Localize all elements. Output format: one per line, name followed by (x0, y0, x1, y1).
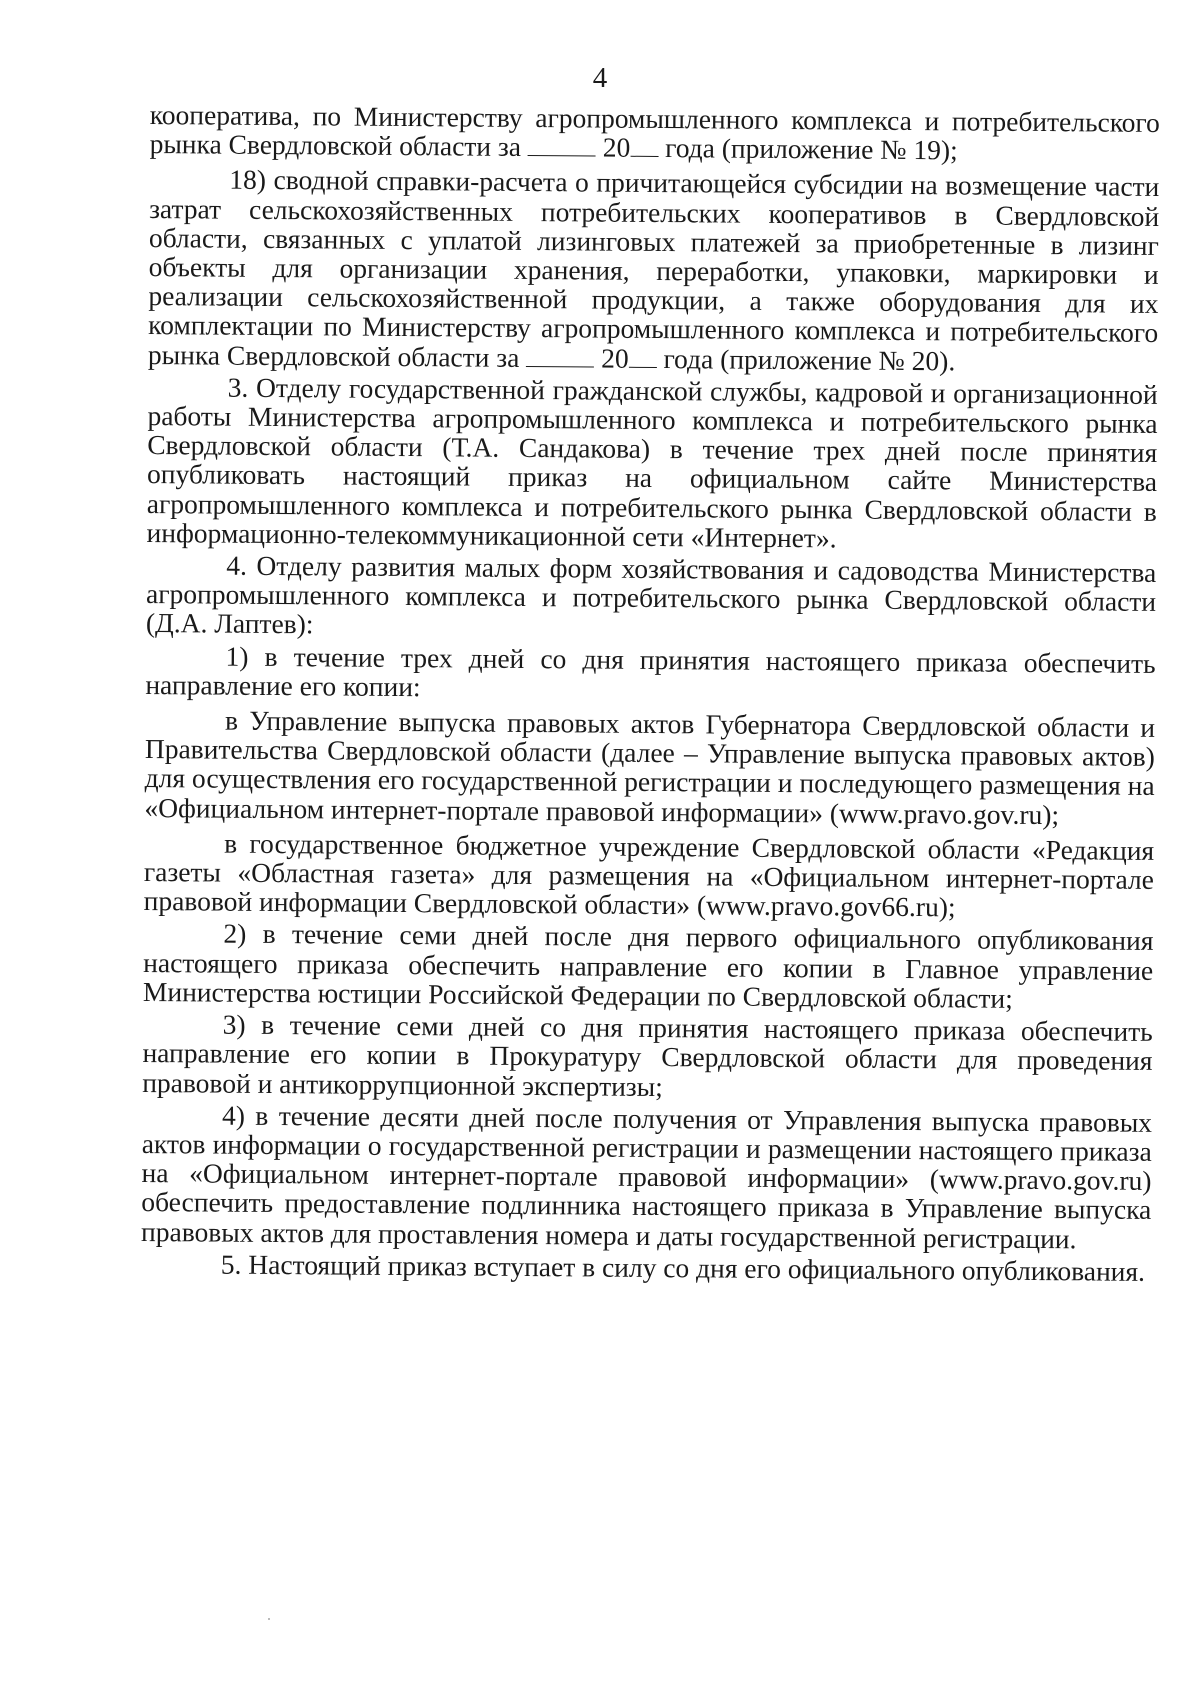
paragraph-4-4: 4) в течение десяти дней после получения от Управления выпуска правовых актов информации о государственной регистрации и размещении настоящего приказа на «Официальном интернет-портале правовой информации» (www.pravo.gov.ru) обеспечить предоставление подлинника настоящего приказа в Управление выпуска правовых актов для проставления номера и даты государственной регистрации. (140, 1099, 1153, 1254)
page-number: 4 (592, 62, 608, 94)
item-18-text-a: 18) сводной справки-расчета о причитающейся субсидии на возмещение части затрат сельскохозяйственных потребительских кооперативов в Свердловской области, связанных с уплатой лизинговых платежей за приобретенные в лизинг объекты для организации хранения, переработки, упаковки, маркировки и реализации сельскохозяйственной продукции, а также оборудования для их комплектации по Министерству агропромышленного комплекса и потребительского рынка Свердловской области за (147, 164, 1160, 373)
paragraph-4-1-b: в государственное бюджетное учреждение Свердловской области «Редакция газеты «Областная газета» для размещения на «Официальном интернет-портале правовой информации Свердловской области» (www.pravo.gov66.ru); (143, 827, 1155, 923)
paragraph-3: 3. Отделу государственной гражданской службы, кадровой и организационной работы Министерства агропромышленного комплекса и потребительского рынка Свердловской области (Т.А. Сандакова) в течение трех дней после принятия опубликовать настоящий приказ на официальном сайте Министерства агропромышленного комплекса и потребительского рынка Свердловской области в информационно-телекоммуникационной сети «Интернет». (146, 371, 1158, 554)
item-18-year-prefix: 20 (601, 342, 629, 374)
paragraph-4: 4. Отделу развития малых форм хозяйствования и садоводства Министерства агропромышленного комплекса и потребительского рынка Свердловской области (Д.А. Лаптев): (145, 549, 1157, 640)
paragraph-5: 5. Настоящий приказ вступает в силу со дня его официального опубликования. (220, 1248, 1146, 1287)
blank-line (526, 365, 594, 368)
paragraph-4-3: 3) в течение семи дней со дня принятия настоящего приказа обеспечить направление его копии в Прокуратуру Свердловской области для проведения правовой и антикоррупционной экспертизы; (142, 1008, 1153, 1102)
item-17-year-prefix: 20 (602, 131, 631, 163)
paragraph-4-2: 2) в течение семи дней после дня первого официального опубликования настоящего приказа обеспечить направление его копии в Главное управление Министерства юстиции Российской Федерации по Свердловской области; (142, 918, 1154, 1014)
item-17-text-a: кооператива, по Министерству агропромышленного комплекса и потребительского рынка Свердловской области за (149, 99, 1160, 163)
blank-line (630, 155, 658, 157)
item-17-text-c: года (приложение № 19); (665, 132, 958, 166)
document-body (141, 100, 1160, 1289)
blank-line (629, 365, 657, 367)
blank-line (528, 154, 596, 157)
paragraph-4-1-a: в Управление выпуска правовых актов Губернатора Свердловской области и Правительства Свердловской области (далее – Управление выпуска правовых актов) для осуществления его государственной регистрации и последующего размещения на «Официальном интернет-портале правовой информации» (www.pravo.gov.ru); (144, 704, 1156, 830)
paragraph-item-17-continuation (150, 100, 1160, 166)
scan-speck (268, 1618, 270, 1620)
item-18-text-c: года (приложение № 20). (663, 342, 956, 376)
paragraph-item-18 (148, 164, 1160, 376)
paragraph-4-1: 1) в течение трех дней со дня принятия настоящего приказа обеспечить направление его копии: (145, 640, 1156, 703)
